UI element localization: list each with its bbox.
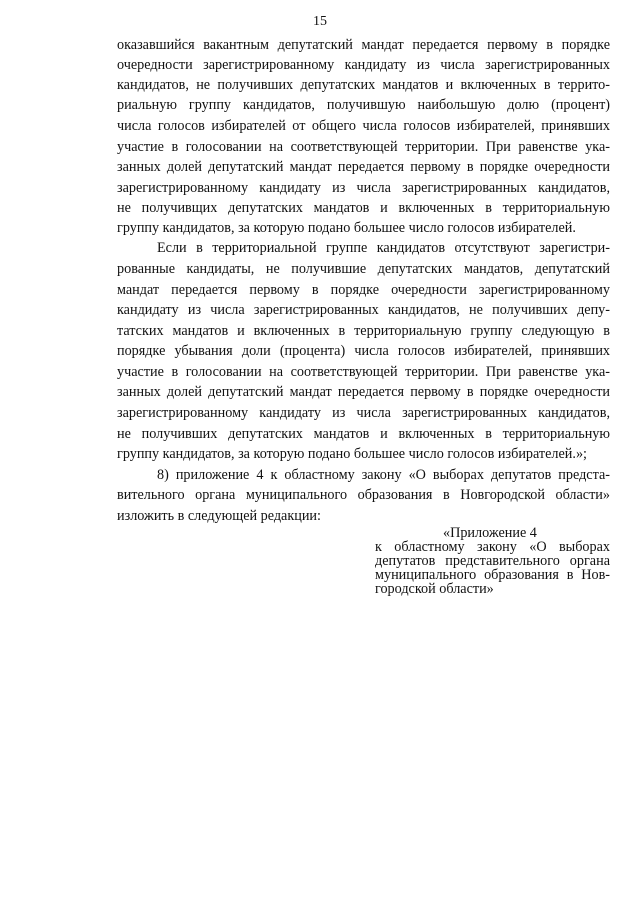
paragraph-1-line-5: числа голосов избирателей от общего числа голосов избирателей, принявших <box>117 118 610 134</box>
paragraph-1-line-3: кандидатов, не получивших депутатских мандатов и включенных в террито- <box>117 77 610 93</box>
paragraph-2-line-4: кандидату из числа зарегистрированных кандидатов, не получивших депу- <box>117 302 610 318</box>
appendix-line-4: городской области» <box>375 581 494 597</box>
paragraph-3-line-2: вительного органа муниципального образования в Новгородской области» <box>117 487 610 503</box>
paragraph-2-line-1: Если в территориальной группе кандидатов отсутствуют зарегистри- <box>157 240 610 256</box>
appendix-header <box>375 526 610 596</box>
page-number: 15 <box>313 14 327 29</box>
paragraph-1-line-6: участие в голосовании на соответствующей территории. При равенстве ука- <box>117 139 610 155</box>
paragraph-1-line-2: очередности зарегистрированному кандидату из числа зарегистрированных <box>117 57 610 73</box>
paragraph-2-line-8: занных долей депутатский мандат передается первому в порядке очередности <box>117 384 610 400</box>
paragraph-1-line-10: группу кандидатов, за которую подано большее число голосов избирателей. <box>117 220 576 236</box>
paragraph-2-line-9: зарегистрированному кандидату из числа зарегистрированных кандидатов, <box>117 405 610 421</box>
paragraph-1-line-8: зарегистрированному кандидату из числа зарегистрированных кандидатов, <box>117 180 610 196</box>
paragraph-2-line-11: группу кандидатов, за которую подано большее число голосов избирателей.»; <box>117 446 587 462</box>
appendix-title: «Приложение 4 <box>443 525 537 541</box>
paragraph-1-line-9: не получивщих депутатских мандатов и включенных в территориальную <box>117 200 610 216</box>
appendix-line-1: к областному закону «О выборах <box>375 539 610 555</box>
paragraph-1-line-1: оказавшийся вакантным депутатский мандат передается первому в порядке <box>117 37 610 53</box>
paragraph-2-line-2: рованные кандидаты, не получившие депутатских мандатов, депутатский <box>117 261 610 277</box>
paragraph-1-line-4: риальную группу кандидатов, получившую наибольшую долю (процент) <box>117 97 610 113</box>
paragraph-3-line-1: 8) приложение 4 к областному закону «О выборах депутатов предста- <box>157 467 610 483</box>
paragraph-2-line-5: татских мандатов и включенных в территориальную группу следующую в <box>117 323 610 339</box>
appendix-line-3: муниципального образования в Нов- <box>375 567 610 583</box>
paragraph-2-line-6: порядке убывания доли (процента) числа голосов избирателей, принявших <box>117 343 610 359</box>
paragraph-2-line-10: не получивших депутатских мандатов и включенных в территориальную <box>117 426 610 442</box>
paragraph-1-line-7: занных долей депутатский мандат передается первому в порядке очередности <box>117 159 610 175</box>
paragraph-2-line-7: участие в голосовании на соответствующей территории. При равенстве ука- <box>117 364 610 380</box>
paragraph-2-line-3: мандат передается первому в порядке очередности зарегистрированному <box>117 282 610 298</box>
paragraph-3-line-3: изложить в следующей редакции: <box>117 508 321 524</box>
appendix-line-2: депутатов представительного органа <box>375 553 610 569</box>
